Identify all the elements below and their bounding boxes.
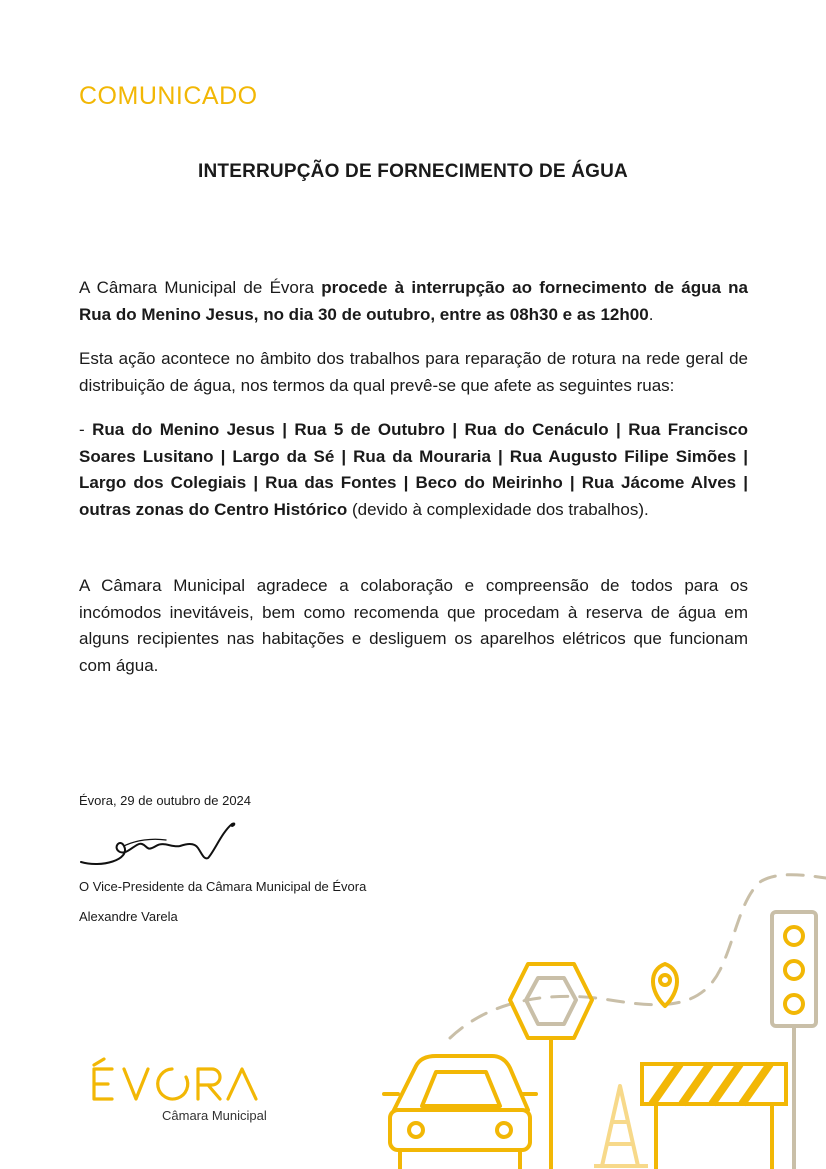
streets-note: (devido à complexidade dos trabalhos). — [347, 499, 649, 519]
logo-subtitle: Câmara Municipal — [162, 1108, 267, 1123]
signoff-role: O Vice-Presidente da Câmara Municipal de Évora — [79, 879, 367, 894]
handwritten-signature — [76, 818, 241, 870]
document-body — [79, 275, 748, 697]
paragraph-announcement-tail: . — [648, 304, 654, 324]
paragraph-thanks: A Câmara Municipal agradece a colaboração e compreensão de todos para os incómodos inevitáveis, bem como recomenda que procedam à reserva de água em alguns recipientes nas habitações e desliguem os aparelhos elétricos que funcionam com água. — [79, 576, 748, 675]
signoff-date: Évora, 29 de outubro de 2024 — [79, 793, 252, 808]
streets-list: Rua do Menino Jesus | Rua 5 de Outubro | Rua do Cenáculo | Rua Francisco Soares Lusitano | Largo da Sé | Rua da Mouraria | Rua Augusto Filipe Simões | Largo dos Colegiais | Rua das Fontes | Beco do Meirinho | Rua Jácome Alves | outras zonas do Centro Histórico — [79, 420, 749, 519]
paragraph-announcement — [79, 275, 748, 328]
paragraph-announcement-bold: procede à interrupção ao fornecimento de água na Rua do Menino Jesus, no dia 30 de outubro, entre as 08h30 e as 12h00 — [79, 278, 749, 324]
paragraph-affected-streets — [79, 417, 748, 523]
document-title: INTERRUPÇÃO DE FORNECIMENTO DE ÁGUA — [198, 161, 628, 182]
paragraph-announcement-lead: A Câmara Municipal de Évora — [79, 278, 322, 297]
document-kicker: COMUNICADO — [79, 82, 258, 110]
signoff-name: Alexandre Varela — [79, 909, 178, 924]
streets-dash: - — [79, 420, 93, 439]
roadworks-illustration — [380, 860, 826, 1169]
paragraph-context: Esta ação acontece no âmbito dos trabalhos para reparação de rotura na rede geral de distribuição de água, nos termos da qual prevê-se que afete as seguintes ruas: — [79, 349, 748, 395]
